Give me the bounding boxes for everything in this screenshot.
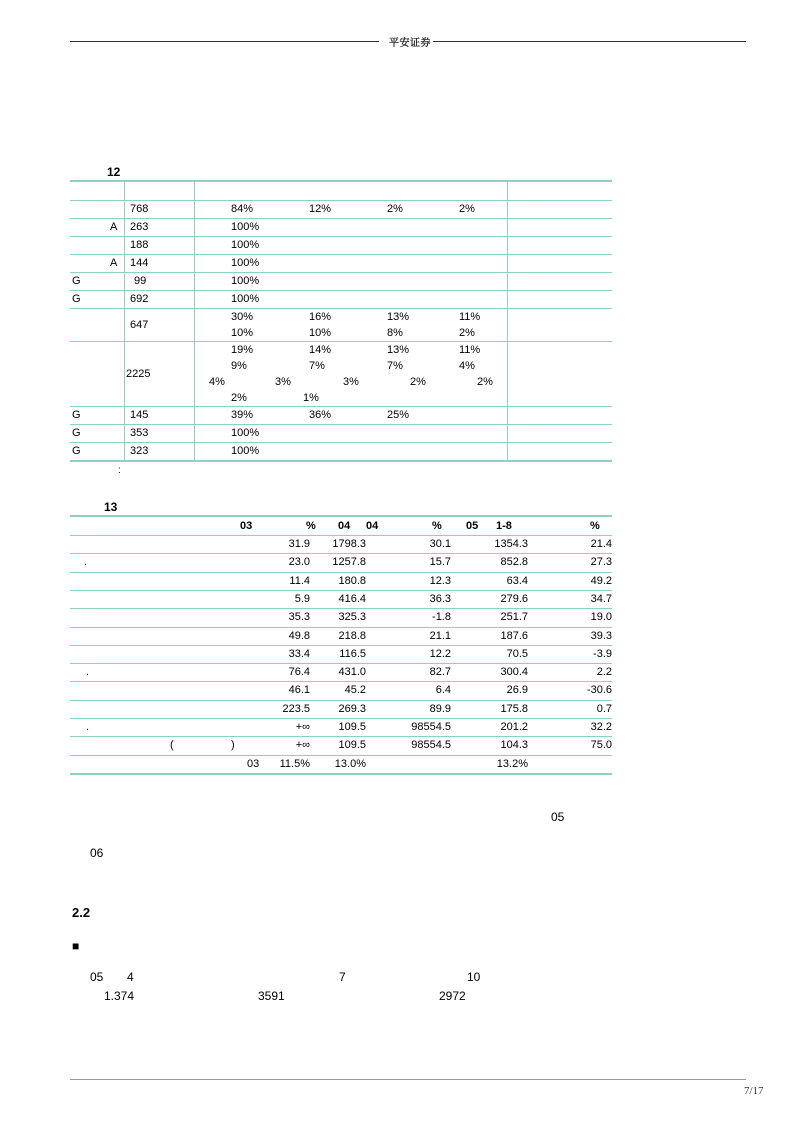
table12-col-divider <box>507 180 508 460</box>
table12-row-rule <box>70 218 612 219</box>
table12-row-total: 353 <box>130 427 149 439</box>
table12-share-value: 100% <box>231 257 260 269</box>
table13-bottom-rule <box>70 773 612 775</box>
table13-header-c8: % <box>590 520 600 532</box>
table12-row-total: 2225 <box>126 367 151 380</box>
table13-paren-close: ) <box>231 739 235 752</box>
table13-row-mark: . <box>86 666 90 679</box>
table13-header-c5: % <box>432 520 442 532</box>
table13-cell-e: 27.3 <box>590 556 612 569</box>
table12-share-value: 100% <box>231 293 260 305</box>
bullet-square: ■ <box>72 939 80 953</box>
table13-header-c4: 04 <box>366 520 379 532</box>
table13-cell-e: 75.0 <box>590 739 612 752</box>
table13-row-rule <box>70 663 612 664</box>
table13-cell-a: 46.1 <box>288 684 310 697</box>
table13-row-rule <box>70 572 612 573</box>
table13-row-rule <box>70 627 612 628</box>
table13-footer-a: 11.5% <box>279 757 310 770</box>
footer-rule <box>70 1079 746 1080</box>
table12-share-value: 10% <box>309 326 332 339</box>
table13-cell-b: 109.5 <box>338 739 366 752</box>
table12-row-rule <box>70 308 612 309</box>
table12-share-value: 4% <box>459 359 475 372</box>
header-rule-left <box>70 41 379 42</box>
table13-cell-c: 36.3 <box>429 592 451 605</box>
text-05: 05 <box>551 810 565 824</box>
table12-share-value: 16% <box>309 310 332 323</box>
table12-share-value: 30% <box>231 310 254 323</box>
table13-cell-e: 0.7 <box>596 702 612 715</box>
table13-row-rule <box>70 700 612 701</box>
table12-row-name: G <box>72 427 81 439</box>
table12-share-value: 11% <box>459 343 481 356</box>
table12-bottom-rule <box>70 460 612 462</box>
table13-cell-a: +∞ <box>295 739 310 752</box>
table13-cell-a: 49.8 <box>288 629 310 642</box>
table13-cell-d: 201.2 <box>500 721 528 733</box>
table12-share-value: 2% <box>459 326 475 339</box>
para1-num-0: 05 <box>90 970 104 984</box>
table13-cell-e: 2.2 <box>596 666 612 679</box>
table13-cell-a: 76.4 <box>288 666 310 679</box>
table13-cell-d: 104.3 <box>500 739 528 752</box>
table12-row-rule <box>70 442 612 443</box>
table12-share-value: 4% <box>209 375 225 388</box>
table13-cell-a: 23.0 <box>288 556 310 569</box>
table12-row-name: A <box>110 257 118 269</box>
table12-share-value: 25% <box>387 409 410 421</box>
table13-cell-a: +∞ <box>295 721 310 733</box>
table13-cell-d: 26.9 <box>506 684 528 697</box>
table12-share-value: 100% <box>231 445 260 457</box>
table12-note: : <box>118 465 121 476</box>
table13-cell-c: 82.7 <box>429 666 451 679</box>
table13-top-rule <box>70 515 612 517</box>
table12-row-name: G <box>72 293 81 305</box>
table13-cell-b: 1798.3 <box>332 538 366 550</box>
table13-cell-e: -3.9 <box>593 647 612 660</box>
table12-share-value: 100% <box>231 275 260 287</box>
table12-row-name: A <box>110 221 118 233</box>
table13-cell-c: 30.1 <box>429 538 451 550</box>
para1-num-1: 4 <box>127 970 134 984</box>
table12-header-rule <box>70 200 612 201</box>
table13-cell-d: 279.6 <box>500 592 528 605</box>
table13-header-c1: 03 <box>240 520 253 532</box>
text-06: 06 <box>90 846 104 860</box>
table13-row-rule <box>70 718 612 719</box>
table13-cell-c: 98554.5 <box>411 721 451 733</box>
table13-header-rule <box>70 535 612 536</box>
table12-share-value: 100% <box>231 427 260 439</box>
table12-row-total: 144 <box>130 257 149 269</box>
table12-share-value: 12% <box>309 203 332 215</box>
table12-row-name: G <box>72 275 81 287</box>
table13-cell-e: 34.7 <box>590 592 612 605</box>
table13-cell-c: 98554.5 <box>411 739 451 752</box>
table13-cell-a: 223.5 <box>282 702 310 715</box>
table12-share-value: 11% <box>459 310 481 323</box>
table13-cell-c: 12.3 <box>429 574 451 587</box>
table13-cell-d: 300.4 <box>500 666 528 679</box>
table12-share-value: 39% <box>231 409 254 421</box>
table12-row-total: 647 <box>130 318 149 331</box>
table12-share-value: 1% <box>303 391 319 404</box>
table13-cell-e: 39.3 <box>590 629 612 642</box>
table12-row-total: 768 <box>130 203 149 215</box>
table12-row-total: 99 <box>134 275 147 287</box>
table13-row-rule <box>70 590 612 591</box>
table12-label: 12 <box>107 165 121 179</box>
table13-row-rule <box>70 681 612 682</box>
table13-row-mark: . <box>86 721 90 733</box>
table13-cell-a: 11.4 <box>289 574 310 587</box>
table13-cell-c: -1.8 <box>432 611 451 624</box>
table12-share-value: 36% <box>309 409 332 421</box>
table12-share-value: 100% <box>231 221 260 233</box>
table13-cell-e: 49.2 <box>590 574 612 587</box>
table12-share-value: 3% <box>275 375 291 388</box>
table13-cell-b: 325.3 <box>338 611 366 624</box>
table12-row-name: G <box>72 445 81 457</box>
table13-cell-b: 109.5 <box>338 721 366 733</box>
para1-num-3: 10 <box>467 970 481 984</box>
table13-cell-b: 1257.8 <box>332 556 366 569</box>
table13-cell-a: 31.9 <box>288 538 310 550</box>
table12-share-value: 2% <box>477 375 493 388</box>
table13-row-rule <box>70 755 612 756</box>
table13-paren-open: ( <box>170 739 174 752</box>
para2-num-1: 3591 <box>258 989 285 1003</box>
table13-cell-d: 63.4 <box>506 574 528 587</box>
table13-cell-e: 21.4 <box>590 538 612 550</box>
table12-share-value: 13% <box>387 343 410 356</box>
table12-row-total: 145 <box>130 409 149 421</box>
table12-row-total: 188 <box>130 239 149 251</box>
table13-cell-b: 116.5 <box>339 647 366 660</box>
table13-cell-b: 431.0 <box>338 666 366 679</box>
table13-footer-b: 13.0% <box>334 757 366 770</box>
table12-row-rule <box>70 272 612 273</box>
table13-label: 13 <box>104 500 118 514</box>
table13-cell-c: 6.4 <box>435 684 451 697</box>
table13-row-rule <box>70 553 612 554</box>
table13-cell-d: 251.7 <box>500 611 528 624</box>
table13-row-rule <box>70 608 612 609</box>
table13-cell-b: 269.3 <box>338 702 366 715</box>
table12-row-rule <box>70 254 612 255</box>
table12-row-total: 323 <box>130 445 149 457</box>
para1-num-2: 7 <box>339 970 346 984</box>
table13-header-c6: 05 <box>466 520 479 532</box>
header-logo: 平安证券 <box>389 38 431 49</box>
table13-cell-b: 45.2 <box>344 684 366 697</box>
table13-row-rule <box>70 736 612 737</box>
table12-top-rule <box>70 180 612 182</box>
table12-row-total: 692 <box>130 293 149 305</box>
table13-footer-d: 13.2% <box>496 757 528 770</box>
table13-cell-a: 35.3 <box>288 611 310 624</box>
table13-cell-d: 70.5 <box>506 647 528 660</box>
table12-share-value: 9% <box>231 359 247 372</box>
table12-share-value: 8% <box>387 326 403 339</box>
table13-header-c3: 04 <box>338 520 351 532</box>
page-number: 7/17 <box>744 1085 764 1097</box>
table12-row-rule <box>70 424 612 425</box>
table12-share-value: 2% <box>387 203 403 215</box>
table13-footer-label: 03 <box>247 757 260 770</box>
table12-row-rule <box>70 406 612 407</box>
table12-row-total: 263 <box>130 221 149 233</box>
table13-row-mark: . <box>84 556 88 569</box>
table13-cell-a: 5.9 <box>294 592 310 605</box>
table12-share-value: 2% <box>459 203 475 215</box>
table12-row-rule <box>70 236 612 237</box>
table13-cell-e: -30.6 <box>586 684 612 697</box>
table13-cell-b: 180.8 <box>338 574 366 587</box>
table13-cell-d: 1354.3 <box>494 538 528 550</box>
table12-row-rule <box>70 290 612 291</box>
table13-cell-a: 33.4 <box>288 647 310 660</box>
table12-row-name: G <box>72 409 81 421</box>
header-rule-right <box>433 41 746 42</box>
table12-share-value: 7% <box>309 359 325 372</box>
table12-row-rule <box>70 341 612 342</box>
table13-cell-d: 852.8 <box>500 556 528 569</box>
table13-cell-d: 175.8 <box>500 702 528 715</box>
table12-share-value: 13% <box>387 310 410 323</box>
table13-cell-c: 21.1 <box>429 629 451 642</box>
table13-header-c7: 1-8 <box>496 520 512 532</box>
table12-share-value: 100% <box>231 239 260 251</box>
table12-col-divider <box>124 180 125 460</box>
table12-share-value: 3% <box>343 375 359 388</box>
table12-share-value: 10% <box>231 326 254 339</box>
section-heading: 2.2 <box>72 905 91 920</box>
table12-share-value: 84% <box>231 203 254 215</box>
table13-cell-c: 12.2 <box>429 647 451 660</box>
para2-num-0: 1.374 <box>104 989 135 1003</box>
table13-header-c2: % <box>306 520 316 532</box>
table13-cell-c: 89.9 <box>429 702 451 715</box>
table13-row-rule <box>70 645 612 646</box>
table12-share-value: 2% <box>231 391 247 404</box>
table12-share-value: 19% <box>231 343 254 356</box>
table13-cell-b: 416.4 <box>338 592 366 605</box>
table12-share-value: 2% <box>410 375 426 388</box>
table13-cell-b: 218.8 <box>338 629 366 642</box>
table13-cell-c: 15.7 <box>429 556 451 569</box>
para2-num-2: 2972 <box>439 989 466 1003</box>
table13-cell-e: 32.2 <box>590 721 612 733</box>
table13-cell-e: 19.0 <box>590 611 612 624</box>
table13-cell-d: 187.6 <box>500 629 528 642</box>
table12-share-value: 7% <box>387 359 403 372</box>
table12-col-divider <box>194 180 195 460</box>
table12-share-value: 14% <box>309 343 332 356</box>
